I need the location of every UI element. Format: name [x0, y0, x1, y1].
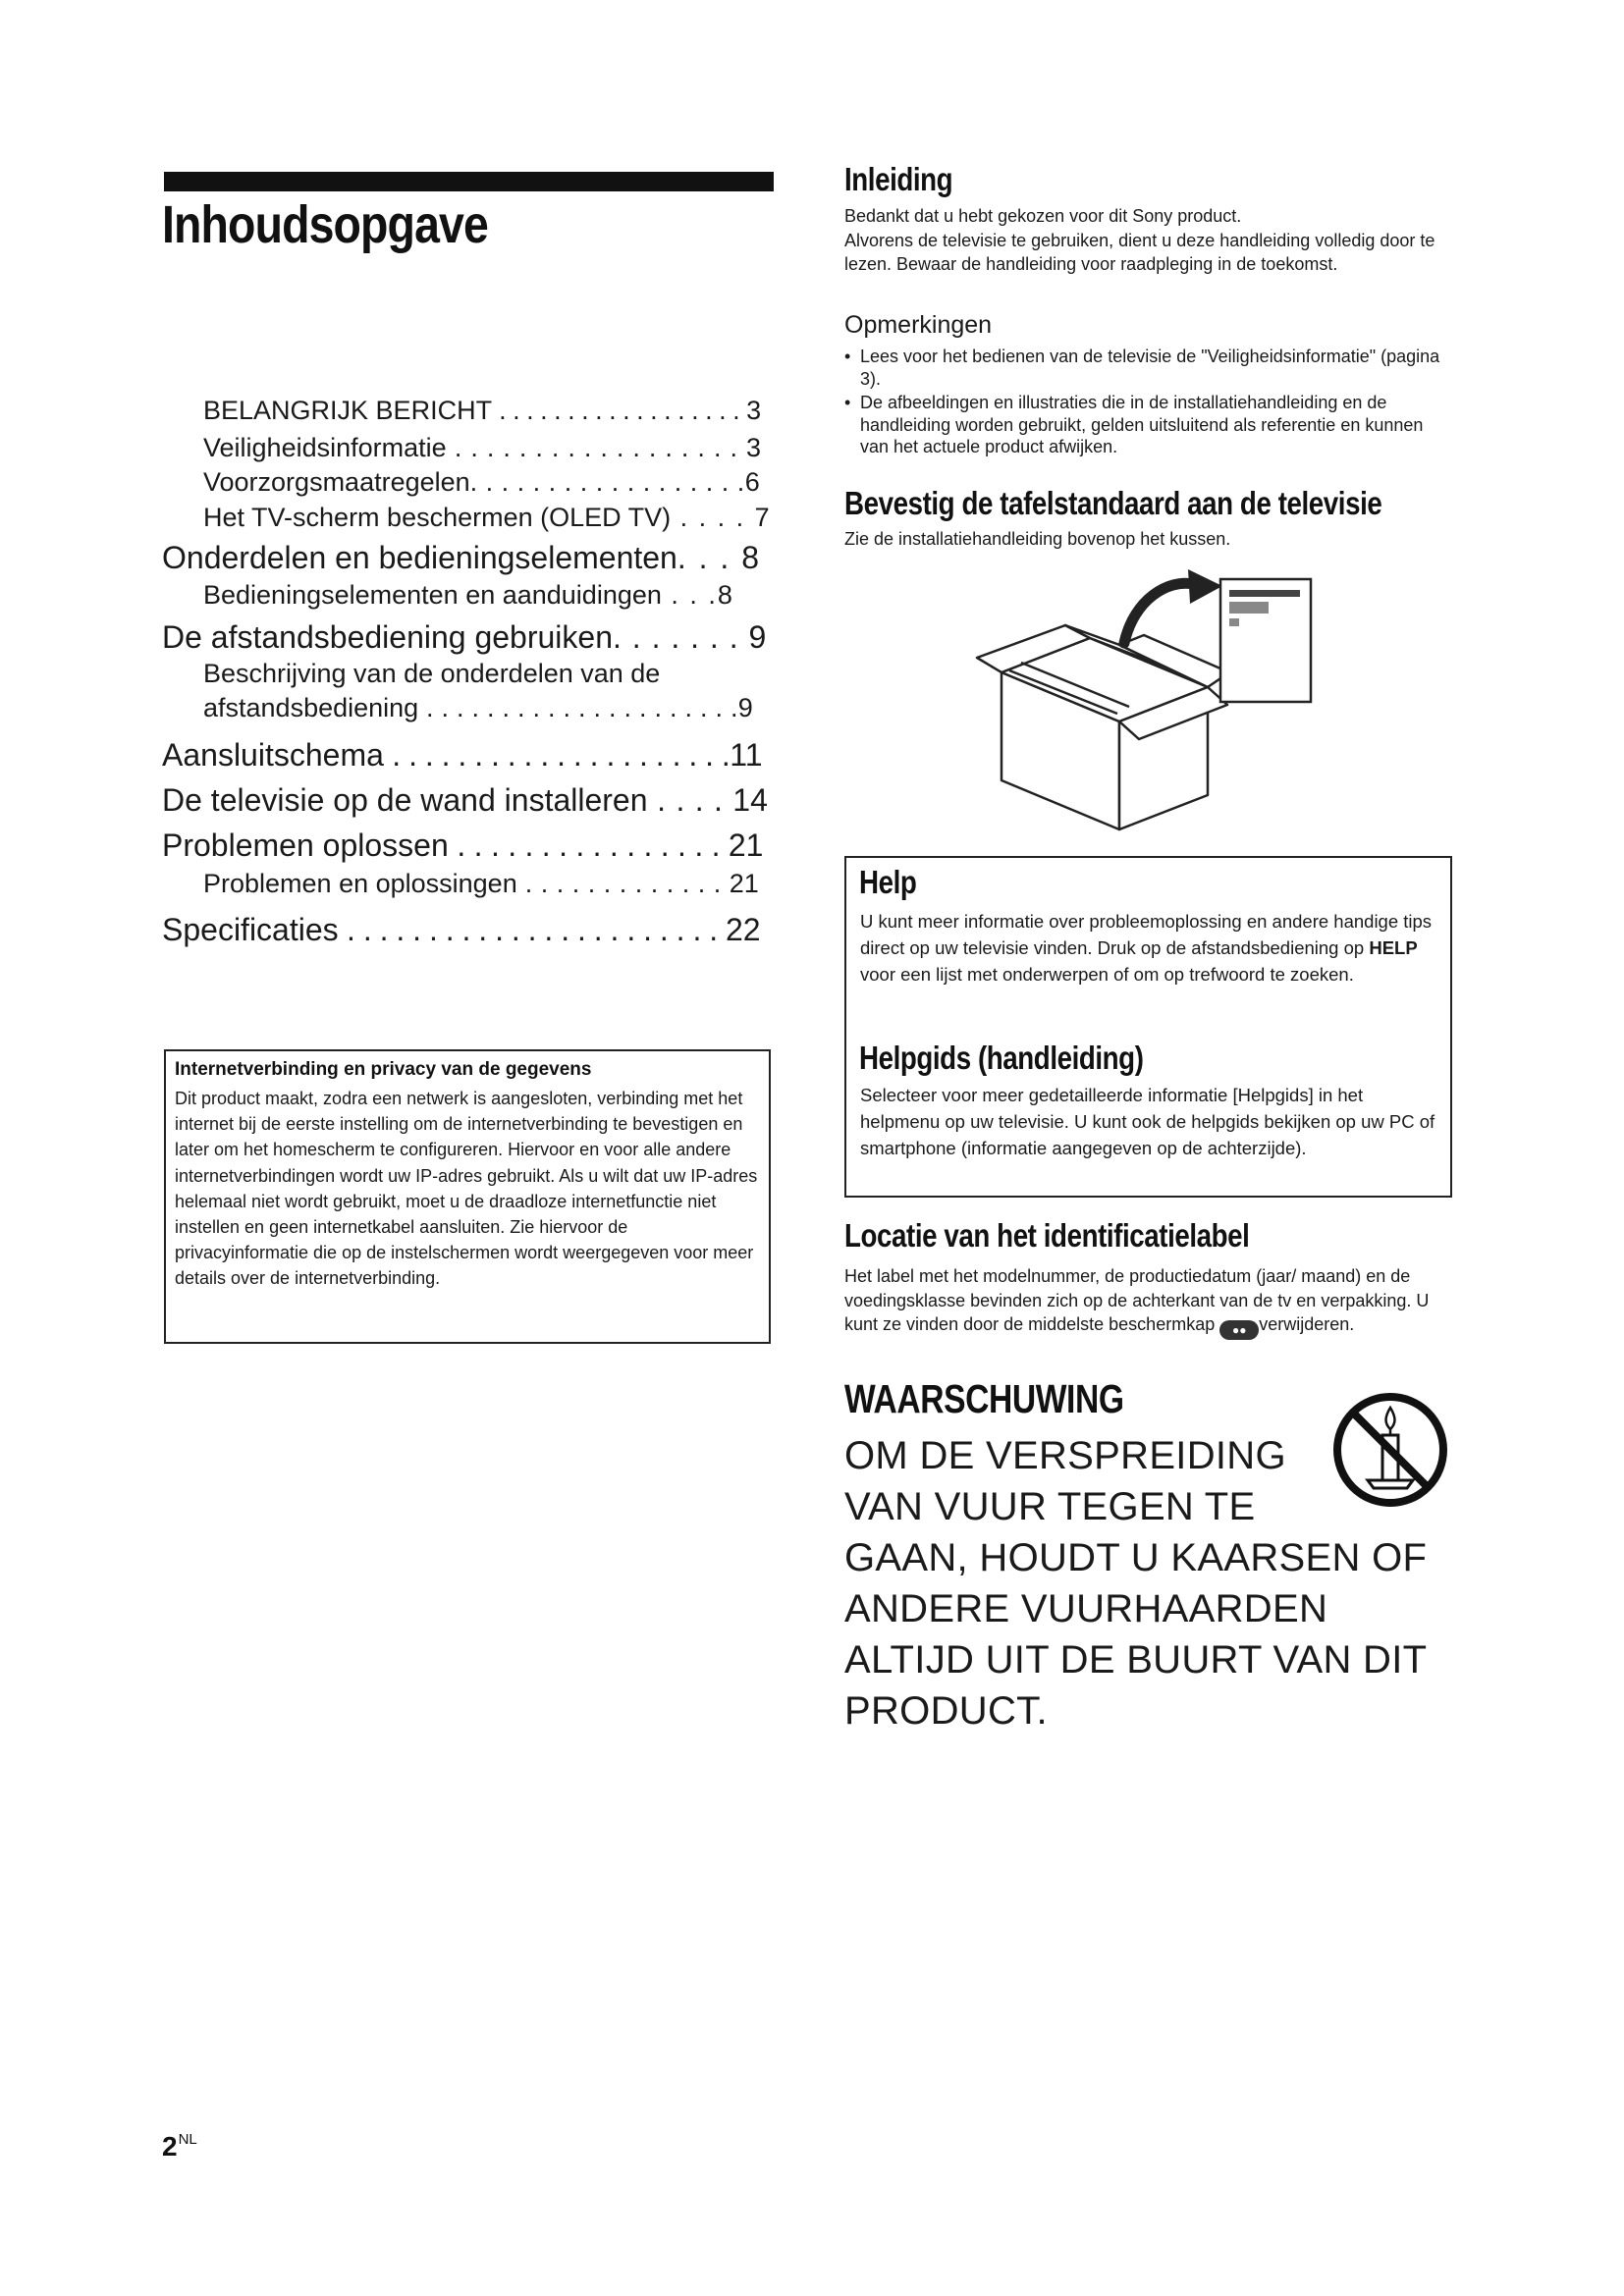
toc-leader-dots: . . . . . . . . . . . . . . . . . .: [492, 396, 747, 425]
toc-entry[interactable]: [162, 540, 759, 576]
toc-leader-dots: . . . . . . . . . . . . . . . . . . . . .: [418, 693, 738, 722]
toc-page-number: 6: [744, 467, 760, 497]
toc-entry[interactable]: [203, 693, 753, 723]
toc-page-number: 21: [729, 869, 759, 898]
toc-entry-label: Problemen en oplossingen: [203, 869, 517, 898]
page-title: Inhoudsopgave: [162, 195, 488, 254]
toc-entry[interactable]: [203, 503, 770, 533]
warning-line: ANDERE VUURHAARDEN: [844, 1587, 1328, 1630]
help-heading: Help: [859, 864, 917, 900]
toc-leader-dots: . . . . . . . . . . . . . . . . . . . . .: [383, 737, 731, 773]
warning-line: OM DE VERSPREIDING: [844, 1434, 1286, 1477]
toc-entry-label: Aansluitschema: [162, 737, 384, 773]
warning-line: ALTIJD UIT DE BUURT VAN DIT: [844, 1638, 1428, 1682]
title-rule: [164, 172, 774, 191]
toc-entry-label: Veiligheidsinformatie: [203, 433, 447, 462]
toc-entry[interactable]: [162, 828, 763, 864]
toc-leader-dots: . . .: [661, 580, 718, 610]
note-item: • Lees voor het bedienen van de televisie de "Veiligheidsinformatie" (pagina 3).: [844, 346, 1453, 390]
toc-entry[interactable]: [203, 467, 760, 498]
notes-list: [844, 346, 1453, 460]
toc-page-number: 3: [745, 433, 761, 462]
toc-leader-dots: . . . . . . . . . . . . . . . .: [448, 828, 729, 863]
toc-leader-dots: . . . .: [671, 503, 755, 532]
toc-page-number: 22: [726, 912, 761, 947]
toc-entry-label: Onderdelen en bedieningselementen: [162, 540, 677, 575]
toc-leader-dots: . . . . . . . . . . . . .: [516, 869, 730, 898]
intro-paragraph-2: Alvorens de televisie te gebruiken, dient u deze handleiding volledig door te lezen. Bewaar de handleiding voor raadpleging in de toekomst.: [844, 230, 1435, 274]
toc-entry-label: BELANGRIJK BERICHT: [203, 396, 493, 425]
toc-entry-label: Specificaties: [162, 912, 339, 947]
toc-entry[interactable]: [203, 869, 759, 899]
toc-entry[interactable]: [162, 912, 761, 948]
help-text: U kunt meer informatie over probleemoplossing en andere handige tips direct op uw televisie vinden. Druk op de afstandsbediening op HELP voor een lijst met onderwerpen of om op trefwoord te zoeken.: [860, 911, 1433, 985]
toc-entry[interactable]: [162, 782, 768, 819]
privacy-notice-body: Dit product maakt, zodra een netwerk is aangesloten, verbinding met het internet bij de eerste instelling om de internetverbinding te bevestigen en later om het homescherm te configureren. Hiervoor en voor alle andere internetverbindingen wordt uw IP-adres gebruikt. Als u wilt dat uw IP-adres helemaal niet wordt gebruikt, moet u de draadloze internetfunctie niet instellen en geen internetkabel aansluiten. Zie hiervoor de privacyinformatie die op de instelschermen wordt weergegeven voor meer details over de internetverbinding.: [175, 1089, 758, 1289]
toc-entry-label: De afstandsbediening gebruiken: [162, 619, 613, 655]
toc-page-number: 3: [746, 396, 762, 425]
intro-text: [844, 204, 1453, 277]
toc-page-number: 21: [728, 828, 764, 863]
toc-leader-dots: . . .: [677, 540, 742, 575]
toc-entry[interactable]: [203, 580, 732, 611]
toc-page-number: 9: [748, 619, 767, 655]
toc-entry[interactable]: [203, 433, 761, 463]
stand-heading: Bevestig de tafelstandaard aan de televisie: [844, 485, 1382, 521]
installation-guide-illustration: [972, 564, 1326, 839]
help-box: [844, 856, 1452, 1198]
toc-entry[interactable]: [162, 619, 766, 656]
help-guide-heading: Helpgids (handleiding): [859, 1040, 1144, 1076]
label-text: Het label met het modelnummer, de productiedatum (jaar/ maand) en de voedingsklasse bevinden zich op de achterkant van de tv en verpakking. U kunt ze vinden door de middelste beschermkap ●● verwijderen.: [844, 1264, 1453, 1340]
toc-page-number: 7: [754, 503, 770, 532]
language-code: NL: [178, 2131, 197, 2148]
toc-page-number: 8: [717, 580, 732, 610]
cover-icon: ●●: [1219, 1320, 1259, 1340]
toc-entry[interactable]: [203, 659, 660, 689]
stand-text: Zie de installatiehandleiding bovenop het kussen.: [844, 529, 1231, 549]
help-key-label: HELP: [1369, 937, 1418, 958]
toc-leader-dots: . . . . . . . . . . . . . . . . . . . . . . .: [338, 912, 726, 947]
help-guide-text: Selecteer voor meer gedetailleerde informatie [Helpgids] in het helpmenu op uw televisie. U kunt ook de helpgids bekijken op uw PC of smartphone (informatie aangegeven op de achterzijde).: [860, 1085, 1435, 1158]
warning-line: GAAN, HOUDT U KAARSEN OF: [844, 1536, 1428, 1579]
toc-page-number: 8: [741, 540, 759, 575]
intro-heading: Inleiding: [844, 161, 953, 197]
toc-page-number: 14: [732, 782, 768, 818]
intro-paragraph-1: Bedankt dat u hebt gekozen voor dit Sony product.: [844, 206, 1242, 226]
toc-entry[interactable]: [203, 396, 761, 426]
privacy-notice-title: Internetverbinding en privacy van de gegevens: [175, 1059, 592, 1080]
toc-page-number: 9: [737, 693, 753, 722]
notes-heading: Opmerkingen: [844, 311, 993, 339]
toc-leader-dots: . . . . . . . . . . . . . . . . . .: [469, 467, 745, 497]
warning-title: WAARSCHUWING: [844, 1376, 1124, 1421]
toc-leader-dots: . . . .: [647, 782, 733, 818]
toc-entry-label: Het TV-scherm beschermen (OLED TV): [203, 503, 672, 532]
privacy-notice-box: [164, 1049, 771, 1344]
toc-entry-label: De televisie op de wand installeren: [162, 782, 648, 818]
toc-entry-label: Voorzorgsmaatregelen: [203, 467, 470, 497]
no-candle-icon: [1330, 1390, 1450, 1510]
toc-entry-label: afstandsbediening: [203, 693, 419, 722]
toc-page-number: 11: [730, 737, 763, 773]
toc-entry-label: Bedieningselementen en aanduidingen: [203, 580, 662, 610]
toc-entry[interactable]: [162, 737, 763, 774]
page-number: $2^{NL}$: [162, 2131, 197, 2162]
warning-line: VAN VUUR TEGEN TE: [844, 1485, 1256, 1528]
toc-entry-label: Beschrijving van de onderdelen van de: [203, 659, 661, 688]
warning-line: PRODUCT.: [844, 1689, 1048, 1733]
label-heading: Locatie van het identificatielabel: [844, 1217, 1250, 1254]
note-item: • De afbeeldingen en illustraties die in de installatiehandleiding en de handleiding worden gebruikt, gelden uitsluitend als referentie en kunnen van het actuele product afwijken.: [844, 392, 1453, 458]
toc-leader-dots: . . . . . . .: [613, 619, 749, 655]
toc-entry-label: Problemen oplossen: [162, 828, 449, 863]
toc-leader-dots: . . . . . . . . . . . . . . . . . .: [446, 433, 746, 462]
